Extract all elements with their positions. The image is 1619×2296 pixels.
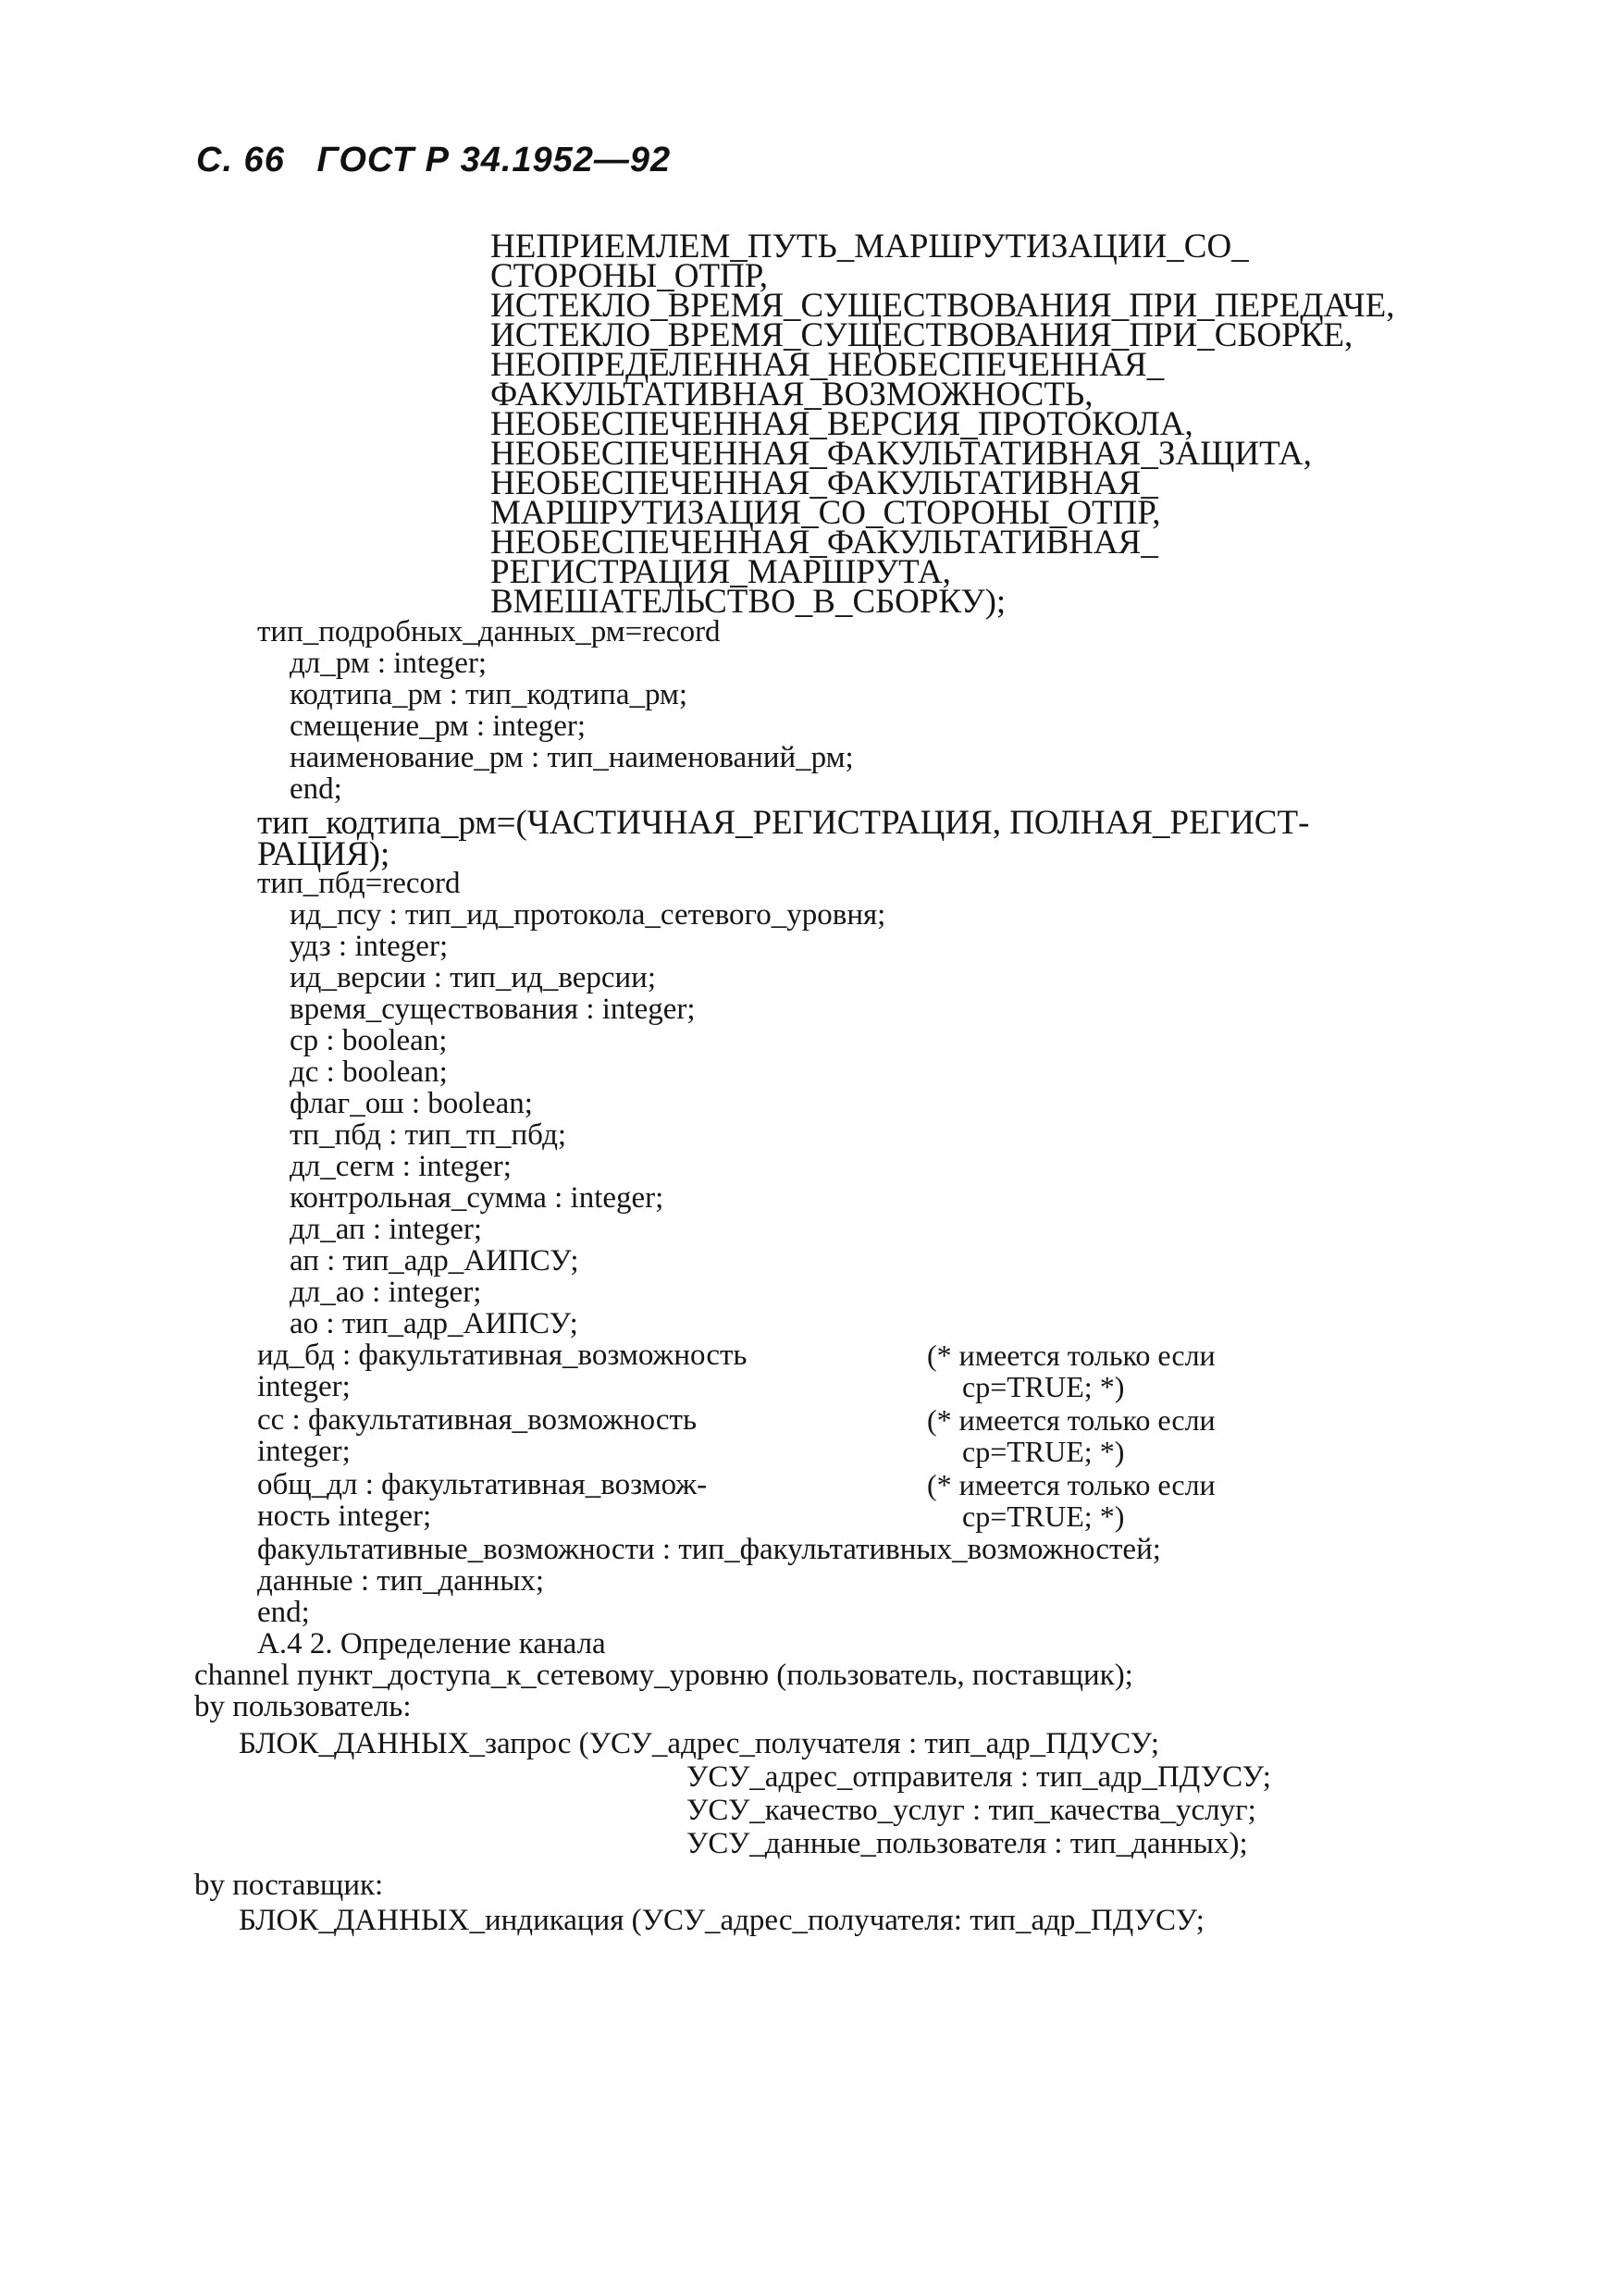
text-line: кодтипа_рм : тип_кодтипа_рм;: [290, 678, 688, 711]
text-line: end;: [257, 1596, 310, 1629]
text-line: факультативные_возможности : тип_факультативных_возможностей;: [257, 1533, 1161, 1566]
comment-line: (* имеется только если: [927, 1403, 1216, 1437]
text-line: БЛОК_ДАННЫХ_запрос (УСУ_адрес_получателя : тип_адр_ПДУСУ;: [239, 1727, 1160, 1760]
text-line: integer;: [257, 1370, 351, 1403]
text-line: дл_рм : integer;: [290, 647, 488, 680]
comment-line: (* имеется только если: [927, 1468, 1216, 1501]
text-line: ап : тип_адр_АИПСУ;: [290, 1244, 579, 1278]
text-line: РЕГИСТРАЦИЯ_МАРШРУТА,: [490, 553, 951, 591]
text-line: флаг_ош : boolean;: [290, 1087, 533, 1120]
text-line: смещение_рм : integer;: [290, 710, 587, 743]
text-line: by пользователь:: [194, 1690, 412, 1723]
text-line: тип_пбд=record: [257, 867, 461, 900]
text-line: integer;: [257, 1435, 351, 1468]
text-line: ид_версии : тип_ид_версии;: [290, 961, 656, 994]
text-line: тип_кодтипа_рм=(ЧАСТИЧНАЯ_РЕГИСТРАЦИЯ, ПОЛНАЯ_РЕГИСТ-: [257, 804, 1310, 842]
text-line: УСУ_данные_пользователя : тип_данных);: [686, 1827, 1248, 1860]
text-line: общ_дл : факультативная_возмож-: [257, 1468, 708, 1501]
text-line: тп_пбд : тип_тп_пбд;: [290, 1118, 567, 1152]
text-line: НЕОБЕСПЕЧЕННАЯ_ВЕРСИЯ_ПРОТОКОЛА,: [490, 405, 1193, 443]
text-line: наименование_рм : тип_наименований_рм;: [290, 741, 854, 774]
text-line: НЕОБЕСПЕЧЕННАЯ_ФАКУЛЬТАТИВНАЯ_ЗАЩИТА,: [490, 435, 1312, 473]
text-line: ао : тип_адр_АИПСУ;: [290, 1307, 578, 1340]
text-line: УСУ_адрес_отправителя : тип_адр_ПДУСУ;: [686, 1760, 1271, 1794]
standard-number: ГОСТ Р 34.1952—92: [316, 141, 672, 179]
comment-line: (* имеется только если: [927, 1339, 1216, 1372]
text-line: сс : факультативная_возможность: [257, 1403, 698, 1437]
text-line: контрольная_сумма : integer;: [290, 1181, 664, 1215]
text-line: ид_псу : тип_ид_протокола_сетевого_уровня;: [290, 898, 886, 932]
text-line: НЕОБЕСПЕЧЕННАЯ_ФАКУЛЬТАТИВНАЯ_: [490, 524, 1158, 562]
text-line: БЛОК_ДАННЫХ_индикация (УСУ_адрес_получателя: тип_адр_ПДУСУ;: [239, 1904, 1205, 1937]
text-line: ид_бд : факультативная_возможность: [257, 1339, 748, 1372]
text-line: by поставщик:: [194, 1869, 384, 1902]
text-line: время_существования : integer;: [290, 993, 696, 1026]
text-line: ср : boolean;: [290, 1024, 448, 1057]
comment-line: ср=TRUE; *): [962, 1435, 1125, 1468]
comment-line: ср=TRUE; *): [962, 1500, 1125, 1533]
text-line: МАРШРУТИЗАЦИЯ_СО_СТОРОНЫ_ОТПР,: [490, 494, 1161, 532]
text-line: СТОРОНЫ_ОТПР,: [490, 257, 768, 295]
text-line: channel пункт_доступа_к_сетевому_уровню (пользователь, поставщик);: [194, 1659, 1133, 1692]
text-line: end;: [290, 772, 342, 806]
text-line: дл_сегм : integer;: [290, 1150, 512, 1183]
text-line: ИСТЕКЛО_ВРЕМЯ_СУЩЕСТВОВАНИЯ_ПРИ_ПЕРЕДАЧЕ,: [490, 287, 1395, 325]
text-line: ВМЕШАТЕЛЬСТВО_В_СБОРКУ);: [490, 583, 1007, 621]
section-heading: А.4 2. Определение канала: [257, 1627, 606, 1660]
text-line: НЕОБЕСПЕЧЕННАЯ_ФАКУЛЬТАТИВНАЯ_: [490, 464, 1158, 502]
text-line: ИСТЕКЛО_ВРЕМЯ_СУЩЕСТВОВАНИЯ_ПРИ_СБОРКЕ,: [490, 316, 1353, 354]
text-line: ФАКУЛЬТАТИВНАЯ_ВОЗМОЖНОСТЬ,: [490, 376, 1094, 414]
comment-line: ср=TRUE; *): [962, 1370, 1125, 1403]
text-line: данные : тип_данных;: [257, 1564, 545, 1598]
text-line: удз : integer;: [290, 930, 449, 963]
page-header: [196, 141, 671, 180]
text-line: УСУ_качество_услуг : тип_качества_услуг;: [686, 1794, 1256, 1827]
text-line: ность integer;: [257, 1500, 432, 1533]
text-line: дл_ап : integer;: [290, 1213, 483, 1246]
text-line: дл_ао : integer;: [290, 1276, 482, 1309]
text-line: тип_подробных_данных_рм=record: [257, 615, 721, 648]
text-line: дс : boolean;: [290, 1055, 448, 1089]
text-line: НЕОПРЕДЕЛЕННАЯ_НЕОБЕСПЕЧЕННАЯ_: [490, 346, 1165, 384]
page-number: С. 66: [196, 141, 285, 179]
text-line: РАЦИЯ);: [257, 835, 390, 873]
text-line: НЕПРИЕМЛЕМ_ПУТЬ_МАРШРУТИЗАЦИИ_СО_: [490, 228, 1249, 265]
